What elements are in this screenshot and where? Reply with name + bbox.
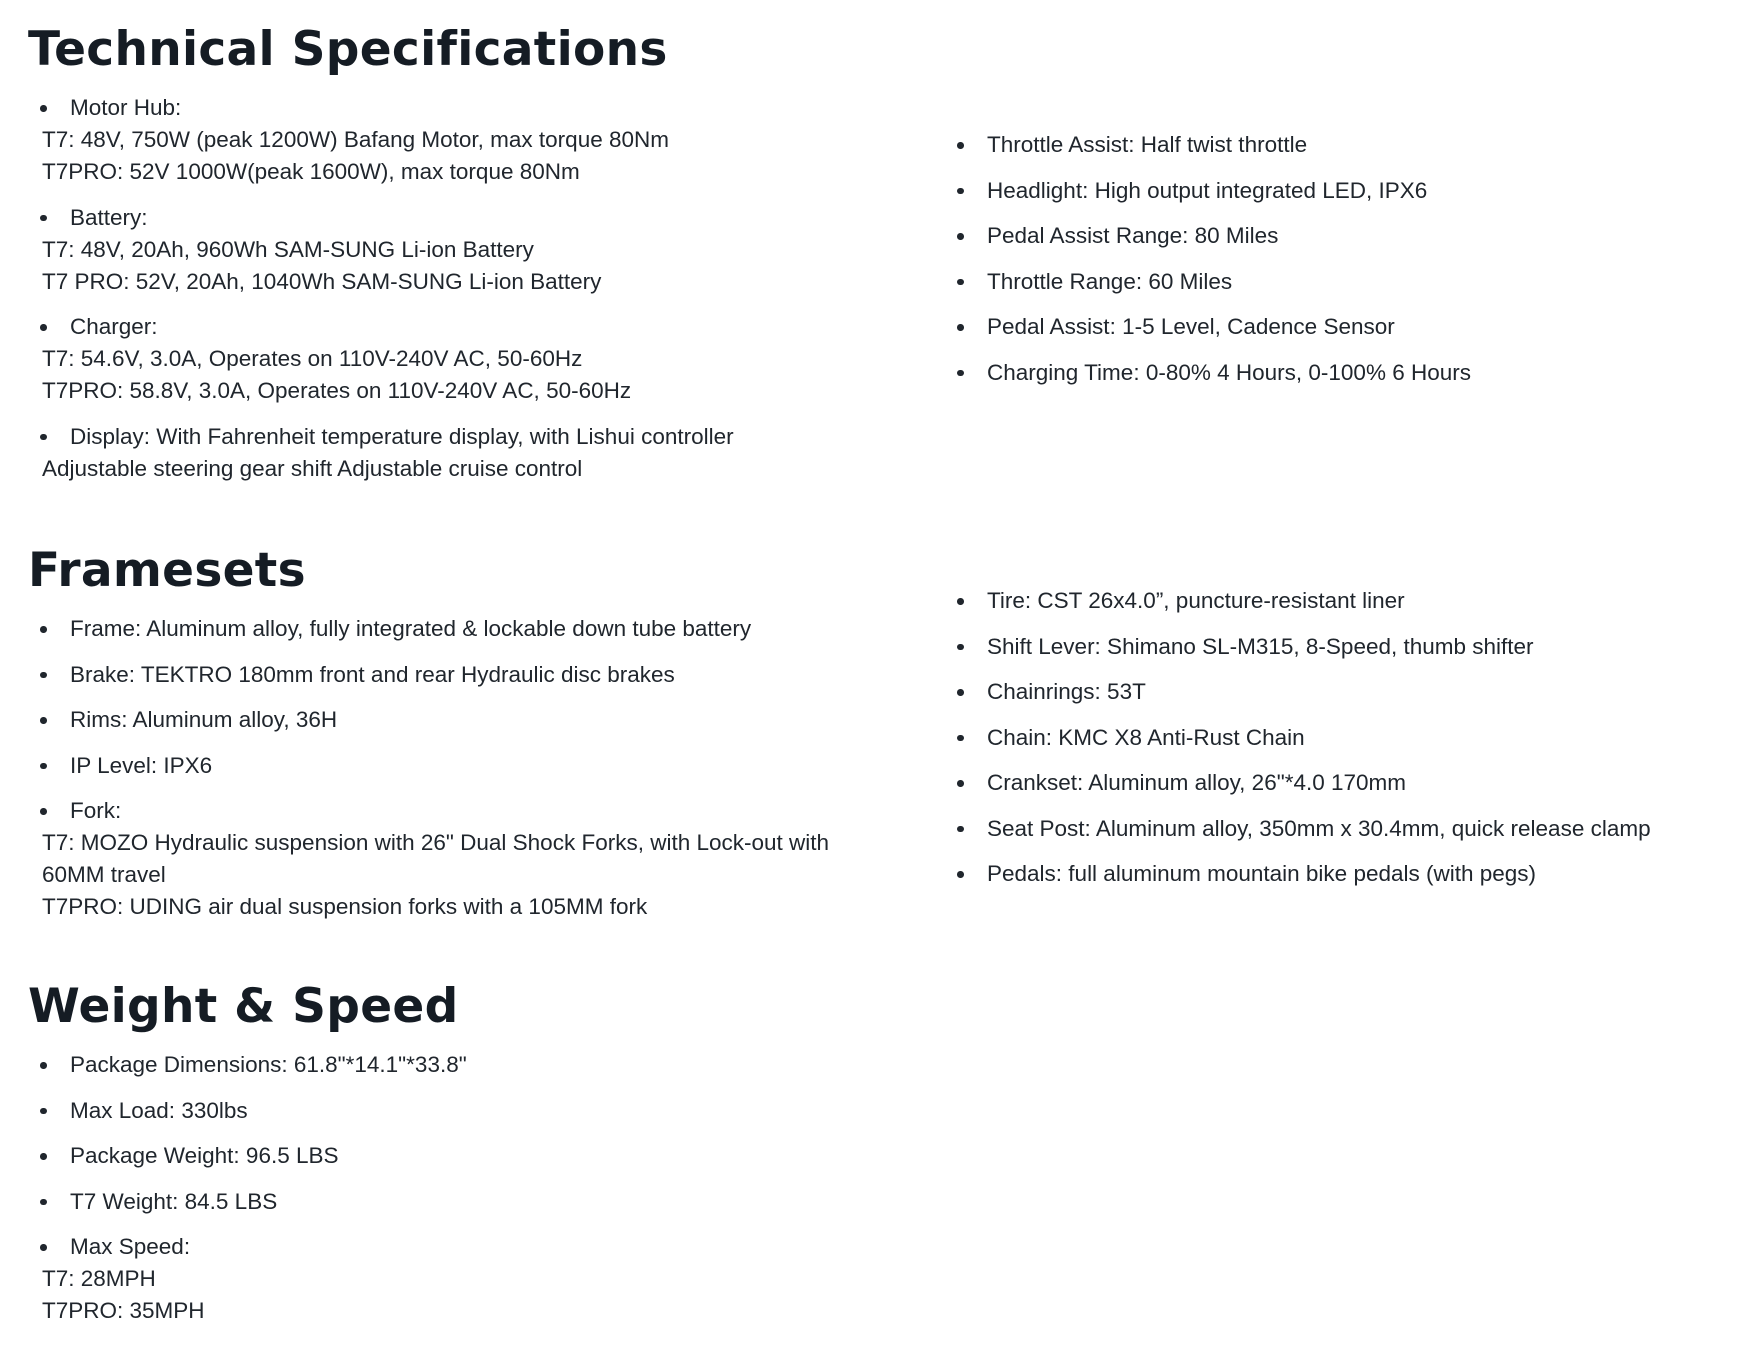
item-detail: T7: 28MPH	[42, 1266, 156, 1291]
item-label: Brake: TEKTRO 180mm front and rear Hydraulic disc brakes	[70, 661, 675, 687]
item-label: Pedals: full aluminum mountain bike pedals (with pegs)	[987, 861, 1537, 886]
list-item-fork	[40, 795, 880, 923]
bullet-icon	[40, 808, 47, 815]
list-item-charger	[40, 311, 880, 407]
bullet-icon	[40, 1199, 47, 1206]
bullet-icon	[957, 142, 964, 149]
item-label: Display: With Fahrenheit temperature display, with Lishui controller	[70, 423, 734, 449]
bullet-icon	[957, 826, 964, 833]
list-item	[40, 1186, 880, 1218]
list-item	[40, 1140, 880, 1172]
list-item-battery	[40, 202, 880, 298]
item-label: Motor Hub:	[70, 95, 182, 120]
item-detail: T7: 54.6V, 3.0A, Operates on 110V-240V AC, 50-60Hz	[42, 346, 583, 371]
item-label: Charger:	[70, 314, 158, 339]
item-label: Seat Post: Aluminum alloy, 350mm x 30.4mm, quick release clamp	[987, 815, 1651, 841]
item-label: Pedal Assist: 1-5 Level, Cadence Sensor	[987, 314, 1395, 339]
item-detail: T7: 48V, 20Ah, 960Wh SAM-SUNG Li-ion Battery	[42, 236, 534, 262]
list-item	[957, 767, 1737, 799]
item-label: Chain: KMC X8 Anti-Rust Chain	[987, 724, 1305, 750]
item-label: Shift Lever: Shimano SL-M315, 8-Speed, thumb shifter	[987, 633, 1534, 659]
bullet-icon	[957, 598, 964, 605]
list-item-motor-hub	[40, 92, 880, 188]
list-item	[957, 357, 1737, 389]
item-label: Crankset: Aluminum alloy, 26"*4.0 170mm	[987, 770, 1407, 795]
item-detail: Adjustable steering gear shift Adjustable cruise control	[42, 455, 583, 481]
weight-left-list	[40, 1049, 880, 1341]
list-item	[957, 266, 1737, 298]
bullet-icon	[40, 1153, 47, 1160]
bullet-icon	[40, 1108, 47, 1115]
bullet-icon	[957, 644, 964, 651]
bullet-icon	[957, 370, 964, 377]
technical-left-list	[40, 92, 880, 498]
bullet-icon	[957, 871, 964, 878]
bullet-icon	[40, 626, 47, 633]
list-item	[957, 585, 1737, 617]
list-item	[40, 1049, 880, 1081]
technical-specifications-heading: Technical Specifications	[28, 22, 668, 77]
list-item	[957, 631, 1737, 663]
bullet-icon	[40, 215, 47, 222]
item-label: IP Level: IPX6	[70, 752, 213, 778]
item-detail: 60MM travel	[42, 862, 166, 887]
technical-right-list	[957, 129, 1737, 402]
bullet-icon	[40, 1062, 47, 1069]
bullet-icon	[40, 672, 47, 679]
bullet-icon	[957, 735, 964, 742]
list-item	[957, 722, 1737, 754]
list-item	[957, 175, 1737, 207]
bullet-icon	[957, 188, 964, 195]
item-label: Package Dimensions: 61.8"*14.1"*33.8"	[70, 1052, 467, 1077]
item-label: T7 Weight: 84.5 LBS	[70, 1188, 278, 1214]
bullet-icon	[40, 105, 47, 112]
bullet-icon	[957, 279, 964, 286]
list-item	[40, 613, 880, 645]
item-label: Chainrings: 53T	[987, 679, 1146, 704]
list-item	[40, 1095, 880, 1127]
item-label: Battery:	[70, 204, 148, 230]
list-item	[957, 220, 1737, 252]
item-label: Charging Time: 0-80% 4 Hours, 0-100% 6 Hours	[987, 359, 1471, 385]
item-label: Tire: CST 26x4.0”, puncture-resistant liner	[987, 588, 1405, 613]
item-label: Max Load: 330lbs	[70, 1097, 248, 1123]
list-item	[40, 750, 880, 782]
list-item	[957, 676, 1737, 708]
list-item	[957, 813, 1737, 845]
bullet-icon	[957, 233, 964, 240]
list-item	[957, 858, 1737, 890]
bullet-icon	[40, 1244, 47, 1251]
bullet-icon	[40, 763, 47, 770]
weight-speed-heading: Weight & Speed	[28, 979, 459, 1034]
bullet-icon	[957, 780, 964, 787]
item-label: Max Speed:	[70, 1234, 191, 1259]
bullet-icon	[40, 324, 47, 331]
list-item	[40, 704, 880, 736]
list-item	[40, 659, 880, 691]
list-item	[957, 311, 1737, 343]
bullet-icon	[957, 324, 964, 331]
item-detail: T7PRO: 58.8V, 3.0A, Operates on 110V-240V AC, 50-60Hz	[42, 378, 632, 403]
item-label: Throttle Range: 60 Miles	[987, 268, 1233, 294]
framesets-heading: Framesets	[28, 543, 306, 598]
list-item	[957, 129, 1737, 161]
item-detail: T7PRO: 52V 1000W(peak 1600W), max torque 80Nm	[42, 159, 580, 184]
item-label: Throttle Assist: Half twist throttle	[987, 132, 1308, 157]
item-label: Rims: Aluminum alloy, 36H	[70, 707, 338, 732]
framesets-left-list	[40, 613, 880, 937]
item-label: Frame: Aluminum alloy, fully integrated & lockable down tube battery	[70, 616, 752, 641]
list-item-max-speed	[40, 1231, 880, 1327]
item-detail: T7: MOZO Hydraulic suspension with 26" Dual Shock Forks, with Lock-out with	[42, 830, 830, 855]
item-label: Pedal Assist Range: 80 Miles	[987, 223, 1279, 248]
item-detail: T7PRO: 35MPH	[42, 1298, 205, 1323]
item-label: Fork:	[70, 798, 122, 823]
framesets-right-list	[957, 585, 1737, 904]
bullet-icon	[40, 434, 47, 441]
item-detail: T7PRO: UDING air dual suspension forks with a 105MM fork	[42, 894, 648, 919]
item-label: Package Weight: 96.5 LBS	[70, 1143, 339, 1168]
list-item-display	[40, 421, 880, 485]
bullet-icon	[40, 717, 47, 724]
item-detail: T7: 48V, 750W (peak 1200W) Bafang Motor, max torque 80Nm	[42, 127, 669, 152]
item-label: Headlight: High output integrated LED, IPX6	[987, 177, 1428, 203]
item-detail: T7 PRO: 52V, 20Ah, 1040Wh SAM-SUNG Li-ion Battery	[42, 268, 602, 294]
bullet-icon	[957, 689, 964, 696]
